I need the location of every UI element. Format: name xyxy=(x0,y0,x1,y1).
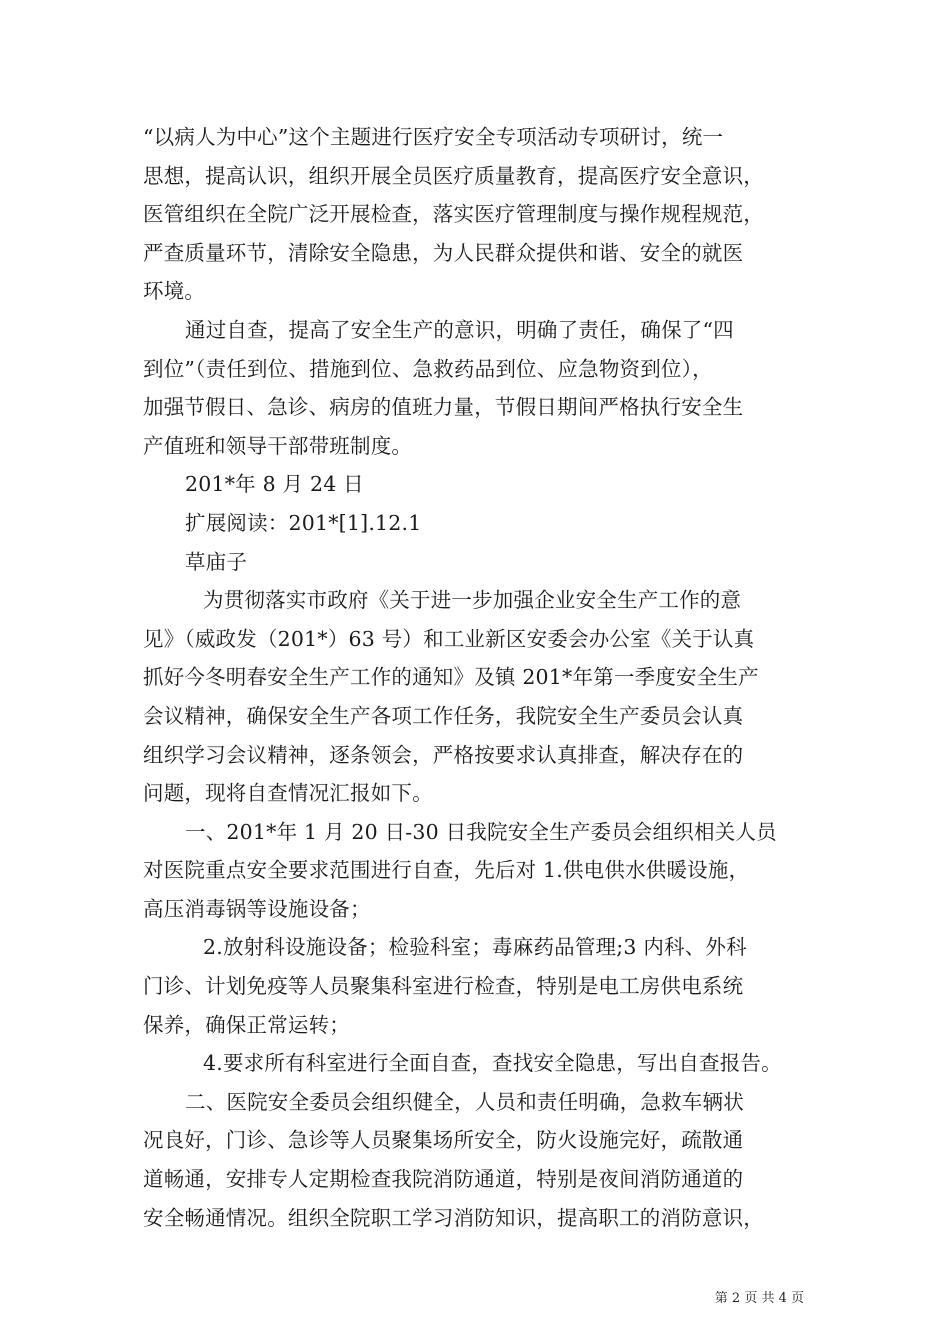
text-line: “以病人为中心”这个主题进行医疗安全专项活动专项研讨，统一 xyxy=(143,125,724,149)
paragraph-start: 一、201*年 1 月 20 日-30 日我院安全生产委员会组织相关人员 xyxy=(185,819,777,844)
extended-reading-line: 扩展阅读：201*[1].12.1 xyxy=(185,510,422,535)
paragraph-start: 二、医院安全委员会组织健全，人员和责任明确，急救车辆状 xyxy=(185,1089,744,1114)
paragraph-start: 4.要求所有科室进行全面自查，查找安全隐患，写出自查报告。 xyxy=(203,1051,782,1076)
document-body xyxy=(143,118,823,1237)
text-line: 见》（威政发（201*）63 号）和工业新区安委会办公室《关于认真 xyxy=(143,626,755,651)
text-line: 门诊、计划免疫等人员聚集科室进行检查，特别是电工房供电系统 xyxy=(143,974,744,999)
text-line: 思想，提高认识，组织开展全员医疗质量教育，提高医疗安全意识， xyxy=(143,163,764,188)
text-line: 严查质量环节，清除安全隐患，为人民群众提供和谐、安全的就医 xyxy=(143,240,744,265)
text-line: 环境。 xyxy=(143,279,206,304)
text-line: 况良好，门诊、急诊等人员聚集场所安全，防火设施完好，疏散通 xyxy=(143,1128,744,1153)
text-line: 问题，现将自查情况汇报如下。 xyxy=(143,781,433,806)
text-line: 到位”（责任到位、措施到位、急救药品到位、应急物资到位）， xyxy=(143,356,713,381)
text-line: 产值班和领导干部带班制度。 xyxy=(143,433,413,458)
paragraph-start: 通过自查，提高了安全生产的意识，明确了责任，确保了“四 xyxy=(185,317,734,342)
text-line: 保养，确保正常运转； xyxy=(143,1012,350,1037)
paragraph-start: 2.放射科设施设备；检验科室；毒麻药品管理;3 内科、外科 xyxy=(203,935,747,960)
text-line: 抓好今冬明春安全生产工作的通知》及镇 201*年第一季度安全生产 xyxy=(143,665,759,690)
text-line: 道畅通，安排专人定期检查我院消防通道，特别是夜间消防通道的 xyxy=(143,1167,744,1192)
text-line: 会议精神，确保安全生产各项工作任务，我院安全生产委员会认真 xyxy=(143,703,744,728)
text-line: 安全畅通情况。组织全院职工学习消防知识，提高职工的消防意识， xyxy=(143,1205,764,1230)
page-number-footer: 第 2 页 共 4 页 xyxy=(714,1291,804,1306)
section-heading: 草庙子 xyxy=(185,549,248,574)
text-line: 组织学习会议精神，逐条领会，严格按要求认真排查，解决存在的 xyxy=(143,742,744,767)
text-line: 对医院重点安全要求范围进行自查，先后对 1.供电供水供暖设施， xyxy=(143,858,750,883)
date-line: 201*年 8 月 24 日 xyxy=(185,472,364,497)
text-line: 医管组织在全院广泛开展检查，落实医疗管理制度与操作规程规范， xyxy=(143,202,764,227)
text-line: 高压消毒锅等设施设备； xyxy=(143,896,371,921)
text-line: 加强节假日、急诊、病房的值班力量，节假日期间严格执行安全生 xyxy=(143,395,744,420)
paragraph-start: 为贯彻落实市政府《关于进一步加强企业安全生产工作的意 xyxy=(203,588,742,613)
